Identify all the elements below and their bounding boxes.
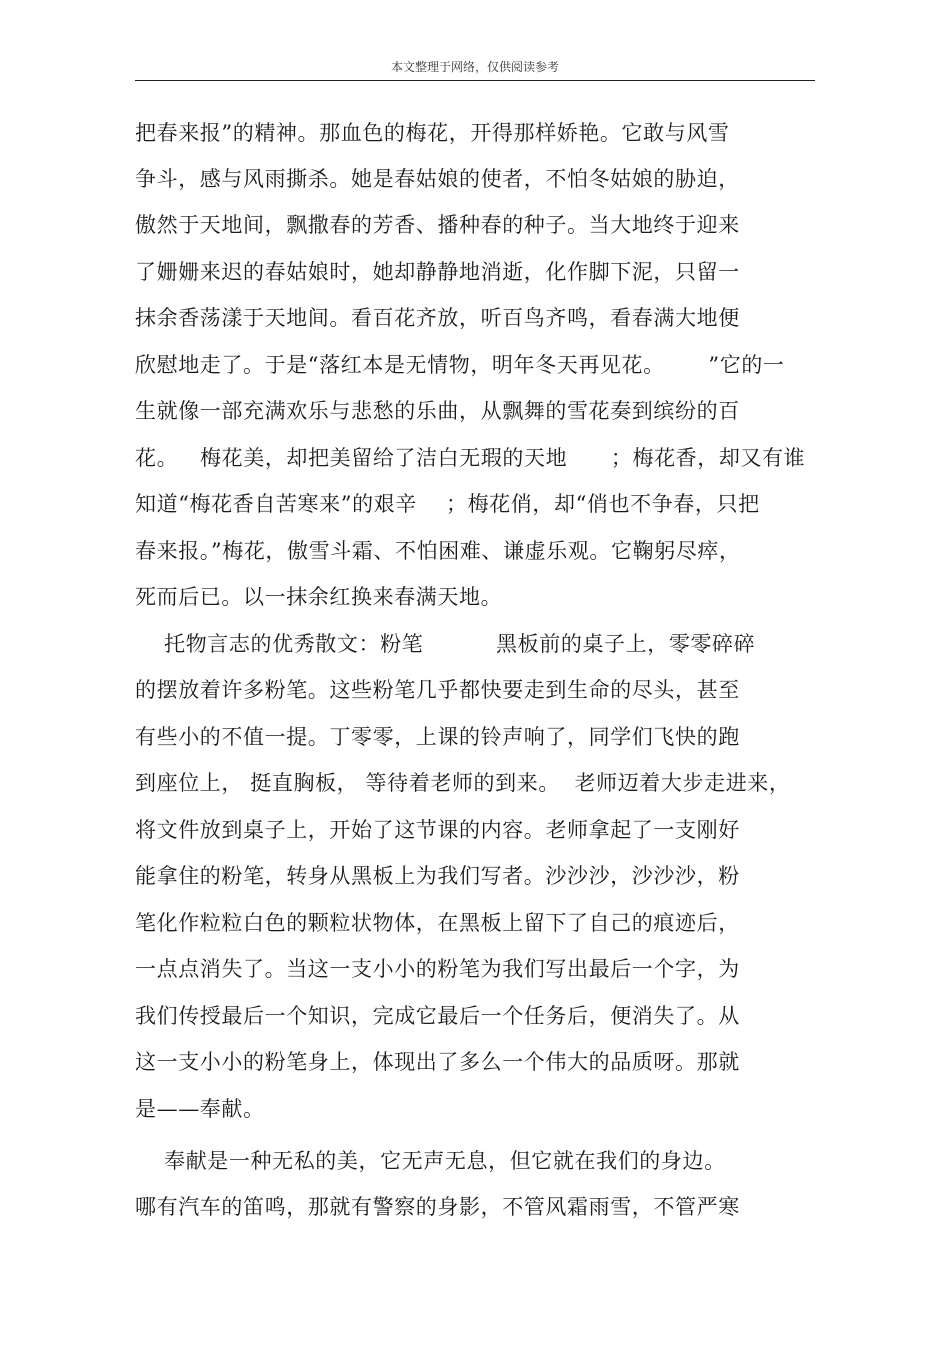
page-header: 本文整理于网络，仅供阅读参考 [135, 58, 815, 81]
text-line: 我们传授最后一个知识，完成它最后一个任务后，便消失了。从 [135, 1004, 740, 1028]
text-line: 是——奉献。 [135, 1097, 265, 1121]
text-line: 一点点消失了。当这一支小小的粉笔为我们写出最后一个字，为 [135, 957, 740, 981]
text-line: 托物言志的优秀散文：粉笔 黑板前的桌子上，零零碎碎 [135, 632, 756, 656]
text-line: 春来报。”梅花，傲雪斗霜、不怕困难、谦虚乐观。它鞠躬尽瘁， [135, 539, 741, 563]
text-line: 抹余香荡漾于天地间。看百花齐放，听百鸟齐鸣，看春满大地便 [135, 306, 740, 330]
text-line: 把春来报”的精神。那血色的梅花，开得那样娇艳。它敢与风雪 [135, 121, 730, 145]
text-line: 有些小的不值一提。丁零零，上课的铃声响了，同学们飞快的跑 [135, 725, 740, 749]
text-line: 生就像一部充满欢乐与悲愁的乐曲，从飘舞的雪花奏到缤纷的百 [135, 399, 740, 423]
text-line: 到座位上， 挺直胸板， 等待着老师的到来。 老师迈着大步走进来， [135, 771, 791, 795]
text-line: 将文件放到桌子上，开始了这节课的内容。老师拿起了一支刚好 [135, 818, 740, 842]
text-line: 奉献是一种无私的美，它无声无息，但它就在我们的身边。 [135, 1149, 726, 1173]
text-line: 花。 梅花美，却把美留给了洁白无瑕的天地 ；梅花香，却又有谁 [135, 446, 806, 470]
text-line: 这一支小小的粉笔身上，体现出了多么一个伟大的品质呀。那就 [135, 1050, 740, 1074]
text-line: 争斗，感与风雨撕杀。她是春姑娘的使者，不怕冬姑娘的胁迫， [135, 167, 740, 191]
text-line: 死而后已。以一抹余红换来春满天地。 [135, 585, 503, 609]
text-line: 傲然于天地间，飘撒春的芳香、播种春的种子。当大地终于迎来 [135, 213, 740, 237]
text-line: 了姗姗来迟的春姑娘时，她却静静地消逝，化作脚下泥，只留一 [135, 260, 740, 284]
text-line: 能拿住的粉笔，转身从黑板上为我们写者。沙沙沙，沙沙沙，粉 [135, 864, 740, 888]
text-line: 的摆放着许多粉笔。这些粉笔几乎都快要走到生命的尽头，甚至 [135, 678, 740, 702]
text-line: 哪有汽车的笛鸣，那就有警察的身影，不管风霜雨雪，不管严寒 [135, 1195, 740, 1219]
text-line: 欣慰地走了。于是“落红本是无情物，明年冬天再见花。 ”它的一 [135, 353, 785, 377]
text-line: 知道“梅花香自苦寒来”的艰辛 ；梅花俏，却“俏也不争春，只把 [135, 492, 760, 516]
text-line: 笔化作粒粒白色的颗粒状物体，在黑板上留下了自己的痕迹后， [135, 911, 740, 935]
